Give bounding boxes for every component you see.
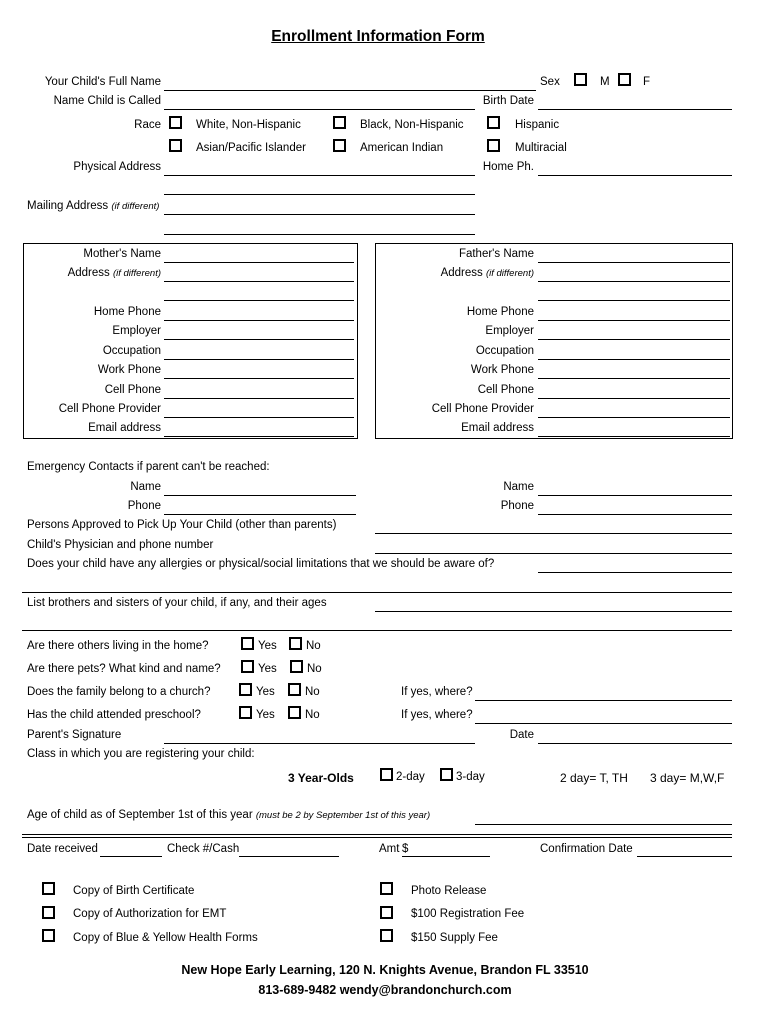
race-option: Black, Non-Hispanic: [360, 119, 464, 131]
mother-address-field[interactable]: [164, 281, 354, 282]
race-option: Hispanic: [515, 119, 560, 131]
child-full-name-field[interactable]: [164, 90, 536, 91]
preschool-where-field[interactable]: [475, 723, 732, 724]
home-ph-label: Home Ph.: [482, 161, 534, 173]
race-checkbox[interactable]: [333, 139, 346, 152]
mailing-address-field-line2[interactable]: [164, 234, 475, 235]
pets-yes-label: Yes: [258, 663, 277, 675]
three-day-desc: 3 day= M,W,F: [650, 771, 725, 785]
father-cell-provider-label: Cell Phone Provider: [431, 403, 534, 415]
confirmation-date-field[interactable]: [637, 856, 732, 857]
father-address-field[interactable]: [538, 281, 730, 282]
date-received-field[interactable]: [100, 856, 162, 857]
mother-work-phone-label: Work Phone: [97, 364, 161, 376]
footer-contact: 813-689-9482 wendy@brandonchurch.com: [258, 983, 512, 997]
siblings-label: List brothers and sisters of your child, if any, and their ages: [27, 597, 327, 609]
father-home-phone-label: Home Phone: [466, 306, 534, 318]
doc-item: $100 Registration Fee: [411, 908, 525, 920]
mother-work-phone-field[interactable]: [164, 378, 354, 379]
race-option: White, Non-Hispanic: [196, 119, 301, 131]
sex-f-label: F: [643, 76, 651, 88]
two-day-checkbox[interactable]: [380, 768, 393, 781]
mother-cell-provider-label: Cell Phone Provider: [58, 403, 161, 415]
mother-email-label: Email address: [88, 422, 161, 434]
race-option: American Indian: [360, 142, 444, 154]
check-cash-label: Check #/Cash: [167, 843, 240, 855]
pets-label: Are there pets? What kind and name?: [27, 663, 221, 675]
preschool-where-label: If yes, where?: [401, 709, 473, 721]
church-yes-checkbox[interactable]: [239, 683, 252, 696]
father-work-phone-field[interactable]: [538, 378, 730, 379]
allergies-field-line2[interactable]: [22, 592, 732, 593]
father-occupation-field[interactable]: [538, 359, 730, 360]
amt-label: Amt: [379, 843, 400, 855]
father-name-field[interactable]: [538, 262, 730, 263]
race-checkbox[interactable]: [169, 116, 182, 129]
mother-cell-provider-field[interactable]: [164, 417, 354, 418]
father-cell-phone-field[interactable]: [538, 398, 730, 399]
preschool-label: Has the child attended preschool?: [27, 709, 201, 721]
physician-field[interactable]: [375, 553, 732, 554]
mother-cell-phone-label: Cell Phone: [104, 384, 161, 396]
father-name-label: Father's Name: [458, 248, 534, 260]
mother-occupation-label: Occupation: [102, 345, 161, 357]
doc-item: $150 Supply Fee: [411, 932, 498, 944]
mother-home-phone-field[interactable]: [164, 320, 354, 321]
signature-date-field[interactable]: [538, 743, 732, 744]
sex-label: Sex: [540, 76, 560, 88]
two-day-desc: 2 day= T, TH: [560, 771, 628, 785]
mother-employer-field[interactable]: [164, 339, 354, 340]
check-cash-field[interactable]: [239, 856, 339, 857]
office-divider: [22, 837, 732, 838]
sex-m-checkbox[interactable]: [574, 73, 587, 86]
father-occupation-label: Occupation: [475, 345, 534, 357]
mother-cell-phone-field[interactable]: [164, 398, 354, 399]
doc-item: Copy of Birth Certificate: [73, 885, 195, 897]
birth-certificate-checkbox[interactable]: [42, 882, 55, 895]
race-option: Asian/Pacific Islander: [196, 142, 306, 154]
allergies-label: Does your child have any allergies or physical/social limitations that we should be aware of?: [27, 558, 495, 570]
father-cell-phone-label: Cell Phone: [477, 384, 534, 396]
age-field[interactable]: [475, 824, 732, 825]
mother-address-field-line2[interactable]: [164, 300, 354, 301]
emergency-heading: Emergency Contacts if parent can't be reached:: [27, 461, 270, 473]
siblings-field[interactable]: [375, 611, 732, 612]
church-yes-label: Yes: [256, 686, 275, 698]
confirmation-date-label: Confirmation Date: [540, 843, 633, 855]
child-full-name-label: Your Child's Full Name: [44, 76, 161, 88]
mailing-address-field[interactable]: [164, 214, 475, 215]
physical-address-field-line2[interactable]: [164, 194, 475, 195]
name-called-field[interactable]: [164, 109, 475, 110]
siblings-field-line2[interactable]: [22, 630, 732, 631]
father-employer-field[interactable]: [538, 339, 730, 340]
class-label: Class in which you are registering your child:: [27, 748, 255, 760]
signature-date-label: Date: [509, 729, 534, 741]
race-checkbox[interactable]: [487, 139, 500, 152]
approved-pickup-field[interactable]: [375, 533, 732, 534]
amt-dollar: $: [402, 843, 409, 855]
sex-m-label: M: [600, 76, 610, 88]
emergency-name-label: Name: [130, 481, 161, 493]
signature-label: Parent's Signature: [27, 729, 122, 741]
allergies-field[interactable]: [538, 572, 732, 573]
father-address-field-line2[interactable]: [538, 300, 730, 301]
pets-yes-checkbox[interactable]: [241, 660, 254, 673]
mother-occupation-field[interactable]: [164, 359, 354, 360]
father-email-field[interactable]: [538, 436, 730, 437]
photo-release-checkbox[interactable]: [380, 882, 393, 895]
father-address-label: Address (if different): [440, 267, 534, 279]
preschool-yes-checkbox[interactable]: [239, 706, 252, 719]
others-no-checkbox[interactable]: [289, 637, 302, 650]
approved-pickup-label: Persons Approved to Pick Up Your Child (other than parents): [27, 519, 337, 531]
preschool-no-label: No: [305, 709, 320, 721]
class-age: 3 Year-Olds: [288, 771, 354, 785]
registration-fee-checkbox[interactable]: [380, 906, 393, 919]
name-called-label: Name Child is Called: [53, 95, 161, 107]
signature-field[interactable]: [164, 743, 475, 744]
emergency-name-label-2: Name: [503, 481, 534, 493]
father-home-phone-field[interactable]: [538, 320, 730, 321]
amt-field[interactable]: [402, 856, 490, 857]
date-received-label: Date received: [27, 843, 98, 855]
emergency-name-field[interactable]: [164, 495, 356, 496]
home-ph-field[interactable]: [538, 175, 732, 176]
physical-address-label: Physical Address: [73, 161, 161, 173]
page-title: Enrollment Information Form: [271, 28, 485, 45]
others-yes-checkbox[interactable]: [241, 637, 254, 650]
three-day-checkbox[interactable]: [440, 768, 453, 781]
church-where-label: If yes, where?: [401, 686, 473, 698]
doc-item: Copy of Authorization for EMT: [73, 908, 227, 920]
others-no-label: No: [306, 640, 321, 652]
race-label: Race: [134, 119, 161, 131]
others-yes-label: Yes: [258, 640, 277, 652]
preschool-yes-label: Yes: [256, 709, 275, 721]
emergency-phone-field[interactable]: [164, 514, 356, 515]
three-day-label: 3-day: [456, 771, 485, 783]
mother-name-field[interactable]: [164, 262, 354, 263]
supply-fee-checkbox[interactable]: [380, 929, 393, 942]
emergency-phone-field-2[interactable]: [538, 514, 732, 515]
emergency-phone-label: Phone: [127, 500, 161, 512]
mother-email-field[interactable]: [164, 436, 354, 437]
mother-home-phone-label: Home Phone: [93, 306, 161, 318]
pets-no-checkbox[interactable]: [290, 660, 303, 673]
physician-label: Child's Physician and phone number: [27, 539, 214, 551]
doc-item: Copy of Blue & Yellow Health Forms: [73, 932, 258, 944]
office-divider: [22, 834, 732, 835]
two-day-label: 2-day: [396, 771, 425, 783]
health-forms-checkbox[interactable]: [42, 929, 55, 942]
mailing-address-label: Mailing Address (if different): [27, 200, 160, 212]
age-label: Age of child as of September 1st of this year (must be 2 by September 1st of this year): [27, 809, 431, 821]
race-option: Multiracial: [515, 142, 567, 154]
church-no-label: No: [305, 686, 320, 698]
race-checkbox[interactable]: [169, 139, 182, 152]
birth-date-label: Birth Date: [482, 95, 534, 107]
father-info-box: [375, 243, 733, 439]
church-label: Does the family belong to a church?: [27, 686, 211, 698]
mother-name-label: Mother's Name: [83, 248, 161, 260]
physical-address-field[interactable]: [164, 175, 475, 176]
doc-item: Photo Release: [411, 885, 487, 897]
race-checkbox[interactable]: [487, 116, 500, 129]
race-checkbox[interactable]: [333, 116, 346, 129]
father-cell-provider-field[interactable]: [538, 417, 730, 418]
church-where-field[interactable]: [475, 700, 732, 701]
father-email-label: Email address: [461, 422, 534, 434]
father-work-phone-label: Work Phone: [470, 364, 534, 376]
father-employer-label: Employer: [485, 325, 534, 337]
birth-date-field[interactable]: [538, 109, 732, 110]
emergency-name-field-2[interactable]: [538, 495, 732, 496]
church-no-checkbox[interactable]: [288, 683, 301, 696]
footer-address: New Hope Early Learning, 120 N. Knights Avenue, Brandon FL 33510: [181, 963, 589, 977]
mother-employer-label: Employer: [112, 325, 161, 337]
others-living-label: Are there others living in the home?: [27, 640, 209, 652]
preschool-no-checkbox[interactable]: [288, 706, 301, 719]
emergency-phone-label-2: Phone: [500, 500, 534, 512]
emt-authorization-checkbox[interactable]: [42, 906, 55, 919]
sex-f-checkbox[interactable]: [618, 73, 631, 86]
pets-no-label: No: [307, 663, 322, 675]
mother-address-label: Address (if different): [67, 267, 161, 279]
